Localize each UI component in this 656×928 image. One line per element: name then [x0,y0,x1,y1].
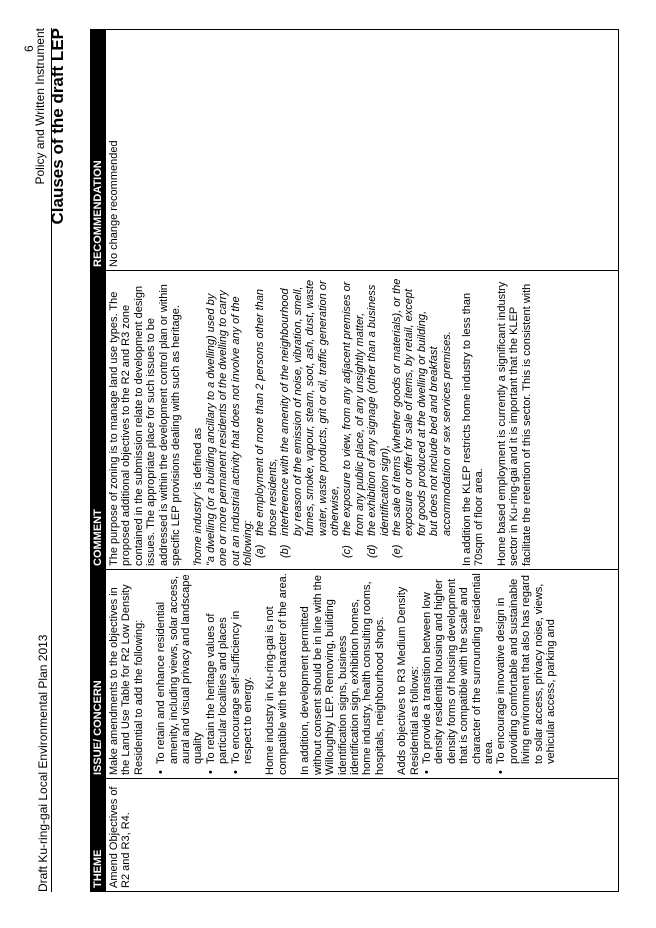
recommendation-cell: No change recommended [106,30,619,271]
list-item: (b) interference with the amenity of the neighbourhood by reason of the emission of noise, vibration, smell, fumes, smoke, vapour, steam, soot, ash, dust, waste water, waste products, grit or oil, traffic generation or otherwise, [279,279,341,558]
header-issue: ISSUE/ CONCERN [91,570,106,779]
definition-tail: but does not include bed and breakfast accommodation or sex services premises. [428,331,453,536]
issue-paragraph: Make amendments to the objectives in the Land Use Table for R2 Low Density Residential to add the following: [108,584,145,775]
definition-intro [192,274,204,566]
header-comment: COMMENT [91,271,106,570]
issue-paragraph: Adds objectives to R3 Medium Density Residential as follows: [396,586,421,775]
list-item: (d) the exhibition of any signage (other than a business identification sign), [366,284,391,558]
section-header [33,28,68,224]
table-row [106,30,619,892]
submissions-table [90,29,619,892]
comment-paragraph: In addition the KLEP restricts home industry to less than 70sqm of floor area. [460,292,486,566]
section-header-line2: Clauses of the draft LEP [48,28,67,225]
document-title: Draft Ku-ring-gai Local Environmental Plan 2013 [36,28,52,892]
list-item: • To encourage self-sufficiency in respect to energy. [230,573,255,775]
page-number: 6 [22,45,36,52]
list-item: (c) the exposure to view, from any adjacent premises or from any public place, of any unsightly matter, [341,281,366,558]
comment-paragraph: The purpose of zoning is to manage land use types. The proposed additional objectives to the R2 and R3 zone contained in the submission relate to development design issues. The appropriate place for such issues to be addressed is within the development control plan or within specific LEP provisions dealing with such as heritage. [108,284,183,566]
issue-bullet-list [155,573,254,775]
issue-paragraph: In addition, development permitted without consent should be in line with the Willoughby LEP. Removing, building identification signs, business identification sign, exhibition homes, home industry, health consulting rooms, hospitals, neighbourhood shops. [299,575,386,775]
definition-items [254,274,453,566]
issue-cell [106,570,619,779]
list-item: (a) the employment of more than 2 persons other than those residents, [254,288,279,558]
defined-term: 'home industry' [192,492,205,566]
section-header-line1: Policy and Written Instrument [33,28,47,185]
table-header-row [91,30,106,892]
issue-bullet-list [421,573,557,775]
issue-paragraph: Home industry in Ku-ring-gai is not compatible with the character of the area. [264,573,289,775]
comment-paragraph: Home based employment is currently a significant industry sector in Ku-ring-gai and it is important that the KLEP facilitate the retention of this sector. This is consistent with [495,281,533,566]
theme-cell: Amend Objectives of R2 and R3, R4. [106,779,619,892]
comment-cell [106,271,619,570]
list-item: (e) the sale of items (whether goods or materials), or the exposure or offer for sale of items, by retail, except for goods produced at the dwelling or building, [390,278,428,558]
list-item: • To provide a transition between low density residential housing and higher density forms of housing development that is compatible with the scale and character of the surrounding residential area. [421,573,495,775]
list-item: • To encourage innovative design in providing comfortable and sustainable living environment that also has regard to solar access, privacy noise, views, vehicular access, parking and [495,573,557,775]
definition-body: "a dwelling (or a building ancillary to a dwelling) used by one or more permanent residents of the dwelling to carry out an industrial activity that does not involve any of the following: [204,290,255,566]
header-theme: THEME [91,779,106,892]
header-recommendation: RECOMMENDATION [91,30,106,271]
list-item: • To retain the heritage values of particular localities and places [205,573,230,775]
definition-lead: is defined as [192,427,205,493]
list-item: • To retain and enhance residential amenity, including views, solar access, aural and visual privacy and landscape quality [155,573,205,775]
